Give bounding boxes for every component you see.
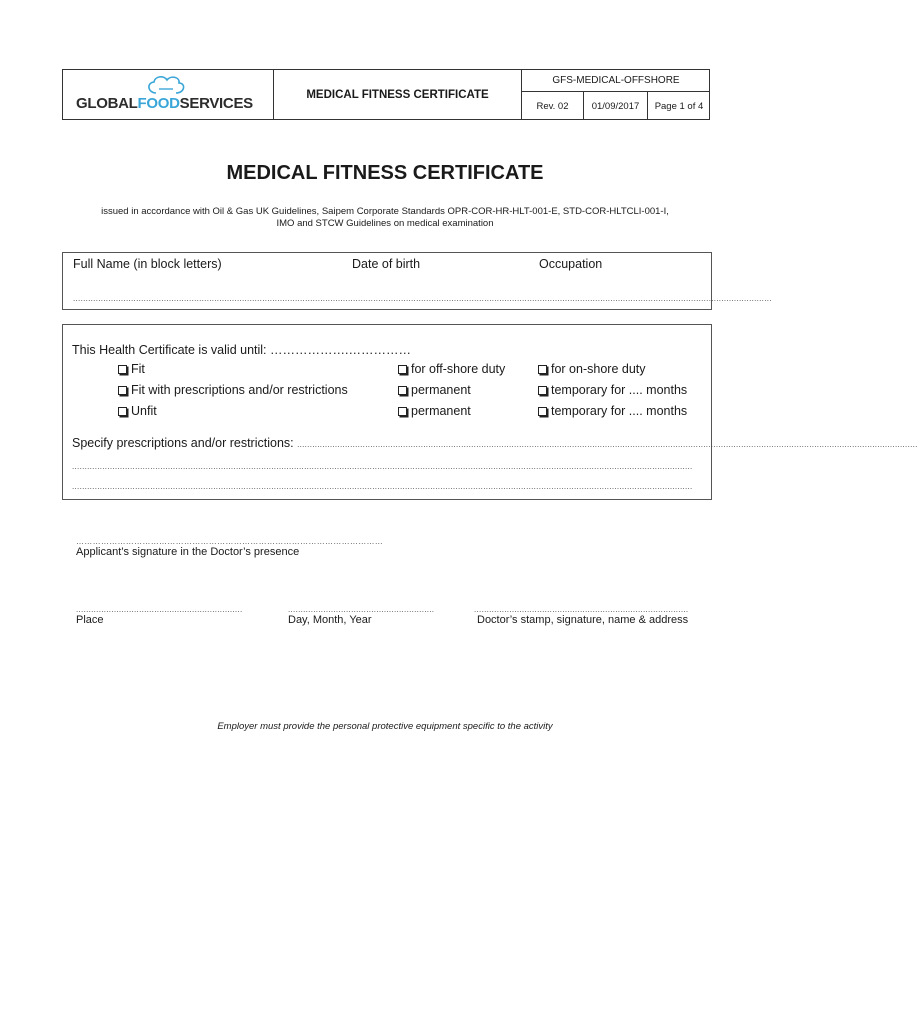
option-fit-with-restrictions-label: Fit with prescriptions and/or restrictions <box>131 383 348 397</box>
specify-restrictions-label: Specify prescriptions and/or restrictions: <box>72 436 298 450</box>
option-unfit[interactable] <box>118 404 157 418</box>
revision-date: 01/09/2017 <box>584 92 648 120</box>
checkbox-icon <box>118 386 127 395</box>
checkbox-icon <box>538 407 547 416</box>
company-logo <box>62 69 274 120</box>
checkbox-icon <box>538 386 547 395</box>
option-restrictions-temporary-label: temporary for .... months <box>551 383 688 397</box>
option-on-shore-label: for on-shore duty <box>551 362 646 376</box>
place-field[interactable]: .................................................................. <box>76 605 243 614</box>
page-number: Page 1 of 4 <box>654 100 704 112</box>
checkbox-icon <box>398 407 407 416</box>
date-of-birth-label: Date of birth <box>352 257 421 271</box>
option-restrictions-permanent-label: permanent <box>411 383 471 397</box>
option-fit-label: Fit <box>131 362 145 376</box>
logo-text-part1: GLOBAL <box>76 95 138 112</box>
logo-text-part3: SERVICES <box>179 95 253 112</box>
checkbox-icon <box>398 386 407 395</box>
option-unfit-temporary-label: temporary for .... months <box>551 404 688 418</box>
option-restrictions-temporary[interactable] <box>538 383 687 397</box>
page-title: MEDICAL FITNESS CERTIFICATE <box>226 162 544 184</box>
footer-note: Employer must provide the personal protective equipment specific to the activity <box>217 721 553 732</box>
option-unfit-permanent[interactable] <box>398 404 471 418</box>
logo-text-part2: FOOD <box>137 95 180 112</box>
option-fit[interactable] <box>118 362 145 376</box>
valid-until-label: This Health Certificate is valid until: ……………….…………… <box>72 343 411 357</box>
occupation-label: Occupation <box>539 257 603 271</box>
option-unfit-label: Unfit <box>131 404 157 418</box>
place-label: Place <box>76 614 104 626</box>
checkbox-icon <box>118 407 127 416</box>
specify-restrictions-dots: ...................................................................................................................................................................................................................................................... <box>297 440 918 449</box>
specify-restrictions-row[interactable] <box>72 436 918 450</box>
applicant-signature-label: Applicant’s signature in the Doctor’s presence <box>76 546 300 558</box>
subtitle-line-2: IMO and STCW Guidelines on medical examination <box>276 218 494 229</box>
logo-text <box>76 95 253 112</box>
subtitle <box>40 206 730 230</box>
chef-hat-icon <box>142 75 190 95</box>
doctor-stamp-label: Doctor’s stamp, signature, name & address <box>477 614 689 626</box>
subtitle-line-1: issued in accordance with Oil & Gas UK Guidelines, Saipem Corporate Standards OPR-COR-HR-HLT-001-E, STD-COR-HLTCLI-001-I, <box>101 206 669 217</box>
date-field[interactable]: .......................................................... <box>288 605 435 614</box>
restrictions-line-3[interactable]: ...................................................................................................................................................................................................................................................... <box>72 482 693 491</box>
doctor-stamp-field[interactable]: ..................................................................................... <box>474 605 689 614</box>
option-off-shore-label: for off-shore duty <box>411 362 506 376</box>
option-restrictions-permanent[interactable] <box>398 383 471 397</box>
checkbox-icon <box>118 365 127 374</box>
revision-number: Rev. 02 <box>522 92 584 120</box>
personal-data-field[interactable]: ..................................................................................................................................................................................................................................................................................... <box>73 294 772 303</box>
full-name-label: Full Name (in block letters) <box>73 257 222 271</box>
option-fit-with-restrictions[interactable] <box>118 383 348 397</box>
option-unfit-temporary[interactable] <box>538 404 687 418</box>
header-title: MEDICAL FITNESS CERTIFICATE <box>274 69 522 120</box>
option-on-shore[interactable] <box>538 362 646 376</box>
applicant-signature-field[interactable]: ………………………………………………………………………………………………… <box>76 537 384 546</box>
checkbox-icon <box>538 365 547 374</box>
date-label: Day, Month, Year <box>288 614 372 626</box>
option-unfit-permanent-label: permanent <box>411 404 471 418</box>
checkbox-icon <box>398 365 407 374</box>
option-off-shore[interactable] <box>398 362 505 376</box>
restrictions-line-2[interactable]: ...................................................................................................................................................................................................................................................... <box>72 462 693 471</box>
document-code: GFS-MEDICAL-OFFSHORE <box>522 69 710 92</box>
